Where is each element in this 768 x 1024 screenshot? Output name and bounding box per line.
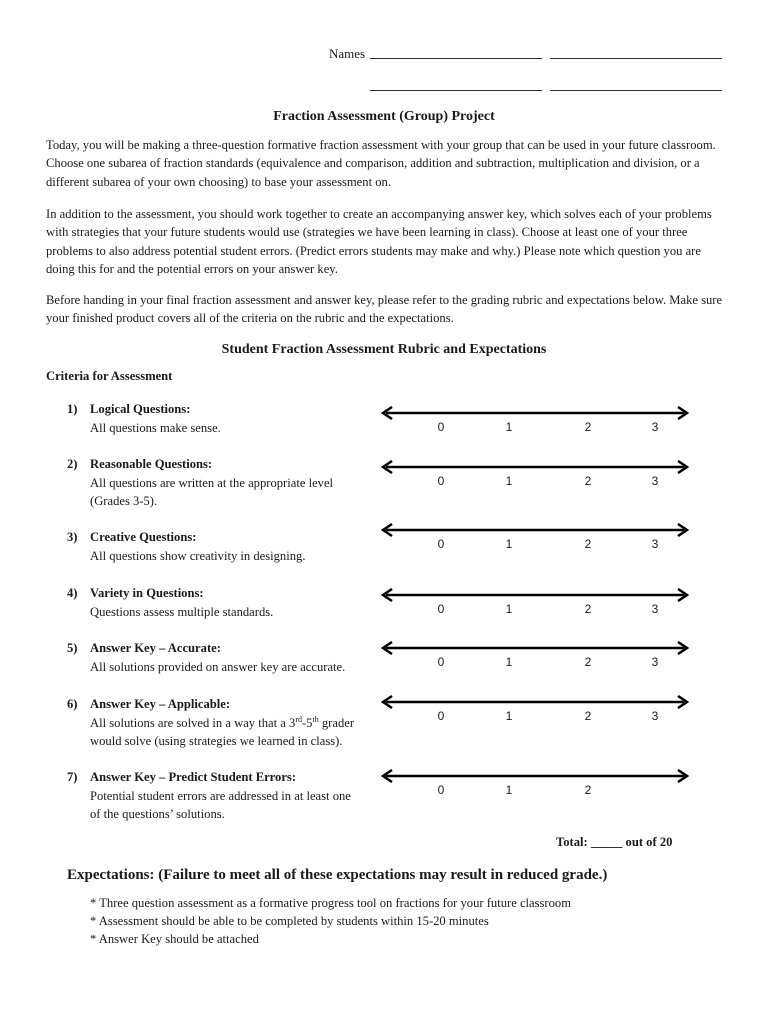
rubric-item <box>67 695 367 751</box>
score-scale[interactable] <box>380 769 692 809</box>
expectation-item: * Assessment should be able to be completed by students within 15-20 minutes <box>90 914 489 928</box>
item-description: All solutions are solved in a way that a 3rd-5th grader would solve (using strategies we learned in class). <box>90 714 355 749</box>
item-number: 6) <box>67 697 78 711</box>
score-option[interactable]: 3 <box>651 602 659 616</box>
item-description: Questions assess multiple standards. <box>90 604 274 619</box>
score-option[interactable]: 0 <box>437 474 445 488</box>
item-label: Reasonable Questions: <box>90 457 213 471</box>
score-option[interactable]: 0 <box>437 709 445 723</box>
score-option[interactable]: 3 <box>651 420 659 434</box>
double-arrow-icon <box>380 588 692 602</box>
name-blank-1[interactable] <box>370 58 542 59</box>
name-blank-3[interactable] <box>370 90 542 91</box>
score-option[interactable]: 1 <box>505 537 513 551</box>
score-option[interactable]: 3 <box>651 537 659 551</box>
item-label: Logical Questions: <box>90 402 191 416</box>
score-option[interactable]: 1 <box>505 655 513 669</box>
item-label: Variety in Questions: <box>90 586 204 600</box>
total-score <box>556 835 672 850</box>
score-scale[interactable] <box>380 588 692 628</box>
item-description: All questions show creativity in designing. <box>90 548 306 563</box>
score-option[interactable]: 0 <box>437 420 445 434</box>
score-option[interactable]: 2 <box>584 602 592 616</box>
score-option[interactable]: 1 <box>505 420 513 434</box>
score-option[interactable]: 3 <box>651 474 659 488</box>
score-option[interactable]: 2 <box>584 537 592 551</box>
score-option[interactable]: 2 <box>584 709 592 723</box>
score-scale[interactable] <box>380 695 692 735</box>
score-scale[interactable] <box>380 406 692 446</box>
rubric-item <box>67 400 367 437</box>
score-option[interactable]: 2 <box>584 655 592 669</box>
rubric-item <box>67 584 367 621</box>
score-option[interactable]: 0 <box>437 655 445 669</box>
score-option[interactable]: 1 <box>505 474 513 488</box>
rubric-item <box>67 768 357 824</box>
expectation-item: * Answer Key should be attached <box>90 932 259 946</box>
intro-paragraph-1: Today, you will be making a three-question formative fraction assessment with your group that can be used in your future classroom. Choose one subarea of fraction standards (equivalence and comparison, addition and subtraction, multiplication and division, or a different subarea of your own choosing) to base your assessment on. <box>46 138 716 189</box>
double-arrow-icon <box>380 695 692 709</box>
double-arrow-icon <box>380 523 692 537</box>
score-scale[interactable] <box>380 641 692 681</box>
rubric-item <box>67 455 337 511</box>
item-description: Potential student errors are addressed in at least one of the questions’ solutions. <box>90 788 351 822</box>
item-number: 4) <box>67 586 78 600</box>
item-description: All questions are written at the appropriate level (Grades 3-5). <box>90 475 334 509</box>
score-option[interactable]: 2 <box>584 420 592 434</box>
score-option[interactable]: 3 <box>651 709 659 723</box>
double-arrow-icon <box>380 406 692 420</box>
score-option[interactable]: 3 <box>651 655 659 669</box>
item-number: 5) <box>67 641 78 655</box>
item-label: Creative Questions: <box>90 530 197 544</box>
item-number: 2) <box>67 457 78 471</box>
rubric-item <box>67 639 367 676</box>
score-option[interactable]: 2 <box>584 474 592 488</box>
intro-paragraph-2: In addition to the assessment, you should work together to create an accompanying answer key, which solves each of your problems with strategies that your future students would use (strategies we have been learning in class). Choose at least one of your three problems to also address potential student errors. (Predict errors students may make and why.) Please note which question you are doing this for and the potential errors on your answer key. <box>46 207 712 276</box>
item-number: 3) <box>67 530 78 544</box>
rubric-title: Student Fraction Assessment Rubric and Expectations <box>221 342 547 357</box>
score-option[interactable]: 1 <box>505 783 513 797</box>
score-option[interactable]: 0 <box>437 783 445 797</box>
double-arrow-icon <box>380 769 692 783</box>
score-scale[interactable] <box>380 523 692 563</box>
item-label: Answer Key – Applicable: <box>90 697 231 711</box>
names-label: Names <box>329 46 366 61</box>
score-option[interactable]: 1 <box>505 602 513 616</box>
item-label: Answer Key – Accurate: <box>90 641 221 655</box>
item-description: All questions make sense. <box>90 420 221 435</box>
expectation-item: * Three question assessment as a formative progress tool on fractions for your future classroom <box>90 896 572 910</box>
name-blank-4[interactable] <box>550 90 722 91</box>
name-blank-2[interactable] <box>550 58 722 59</box>
rubric-item <box>67 528 367 565</box>
total-label: Total: <box>556 835 588 849</box>
score-option[interactable]: 0 <box>437 602 445 616</box>
score-option[interactable]: 1 <box>505 709 513 723</box>
item-description: All solutions provided on answer key are accurate. <box>90 659 346 674</box>
page-title: Fraction Assessment (Group) Project <box>273 109 495 124</box>
total-blank[interactable]: _____ <box>590 835 623 849</box>
item-number: 1) <box>67 402 78 416</box>
score-option[interactable]: 0 <box>437 537 445 551</box>
expectations-heading: Expectations: (Failure to meet all of these expectations may result in reduced grade.) <box>67 867 608 883</box>
double-arrow-icon <box>380 460 692 474</box>
total-suffix: out of 20 <box>625 835 673 849</box>
double-arrow-icon <box>380 641 692 655</box>
item-number: 7) <box>67 770 78 784</box>
criteria-heading: Criteria for Assessment <box>46 369 173 383</box>
intro-paragraph-3: Before handing in your final fraction assessment and answer key, please refer to the grading rubric and expectations below. Make sure your finished product covers all of the criteria on the rubric and the expectations. <box>46 293 723 326</box>
item-label: Answer Key – Predict Student Errors: <box>90 770 297 784</box>
score-scale[interactable] <box>380 460 692 500</box>
score-option[interactable]: 2 <box>584 783 592 797</box>
